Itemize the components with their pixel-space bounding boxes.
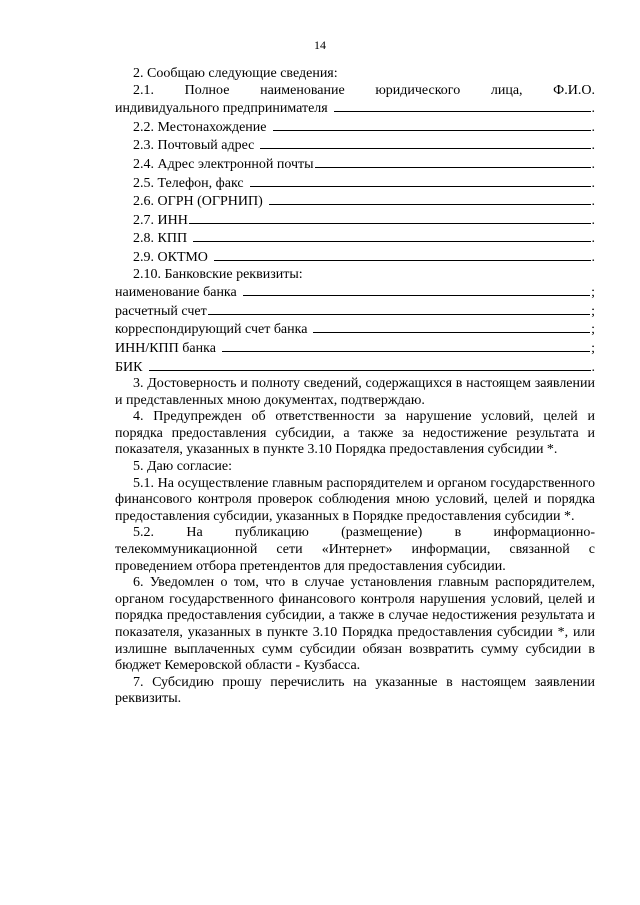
item-2-1-word: 2.1. xyxy=(133,82,154,98)
field-account: расчетный счет ; xyxy=(115,303,595,319)
document-body xyxy=(115,66,595,708)
item-5-2-word: На xyxy=(186,525,203,541)
fill-line[interactable] xyxy=(222,339,590,352)
fill-line[interactable] xyxy=(334,99,591,112)
fill-line[interactable] xyxy=(189,211,591,224)
item-5-2-word: публикацию xyxy=(234,525,309,541)
field-label: 2.9. ОКТМО xyxy=(133,249,208,265)
field-label: 2.4. Адрес электронной почты xyxy=(133,156,314,172)
field-label: наименование банка xyxy=(115,285,237,301)
field-bank-inn-kpp: ИНН/КПП банка ; xyxy=(115,340,595,356)
field-kpp: 2.8. КПП . xyxy=(133,231,595,247)
fill-line[interactable] xyxy=(260,136,590,149)
field-label: 2.8. КПП xyxy=(133,231,188,247)
field-email: 2.4. Адрес электронной почты . xyxy=(133,156,595,172)
field-location: 2.2. Местонахождение . xyxy=(133,119,595,135)
field-label: ИНН/КПП банка xyxy=(115,340,216,356)
fill-line[interactable] xyxy=(269,192,591,205)
item-4-paragraph: 4. Предупрежден об ответственности за нарушение условий, целей и порядка предоставления субсидии, а также за недостижение результата и показателя, указанных в пункте 3.10 Порядка предоставления субсидии *. xyxy=(115,409,595,458)
field-label: индивидуального предпринимателя xyxy=(115,101,328,117)
field-label: корреспондирующий счет банка xyxy=(115,322,308,338)
item-5-heading: 5. Даю согласие: xyxy=(133,459,232,475)
page-number: 14 xyxy=(314,38,326,52)
field-bank-name: наименование банка ; xyxy=(115,285,595,301)
field-phone-fax: 2.5. Телефон, факс . xyxy=(133,175,595,191)
item-2-1-word: юридического xyxy=(375,82,461,98)
field-label: 2.5. Телефон, факс xyxy=(133,175,244,191)
item-5-2-word: информационно- xyxy=(493,525,595,541)
field-label: 2.7. ИНН xyxy=(133,212,188,228)
item-5-2-rest: телекоммуникационной сети «Интернет» информации, связанной с проведением отбора претендентов для предоставления субсидии. xyxy=(115,542,595,574)
field-oktmo: 2.9. ОКТМО . xyxy=(133,249,595,265)
item-2-1-word: лица, xyxy=(490,82,523,98)
item-2-1-word: наименование xyxy=(260,82,345,98)
item-2-1-word: Ф.И.О. xyxy=(553,82,595,98)
fill-line[interactable] xyxy=(208,302,590,315)
section-2-heading: 2. Сообщаю следующие сведения: xyxy=(133,66,338,81)
item-5-2-word: 5.2. xyxy=(133,525,154,541)
item-5-2-line1 xyxy=(115,525,595,542)
fill-line[interactable] xyxy=(149,358,591,371)
field-corr-account: корреспондирующий счет банка ; xyxy=(115,322,595,338)
item-5-2-word: в xyxy=(454,525,462,541)
field-label: 2.2. Местонахождение xyxy=(133,119,267,135)
bank-details-heading: 2.10. Банковские реквизиты: xyxy=(133,266,303,282)
field-inn: 2.7. ИНН . xyxy=(133,212,595,228)
field-label: БИК xyxy=(115,359,143,375)
field-ogrn: 2.6. ОГРН (ОГРНИП) . xyxy=(133,194,595,210)
item-2-1-line2: индивидуального предпринимателя . xyxy=(115,101,595,117)
item-7-paragraph: 7. Субсидию прошу перечислить на указанные в настоящем заявлении реквизиты. xyxy=(115,674,595,707)
fill-line[interactable] xyxy=(313,320,590,333)
item-3-paragraph: 3. Достоверность и полноту сведений, содержащихся в настоящем заявлении и представленных мною документах, подтверждаю. xyxy=(115,376,595,408)
fill-line[interactable] xyxy=(243,283,590,296)
field-bik: БИК . xyxy=(115,359,595,375)
field-label: 2.3. Почтовый адрес xyxy=(133,138,255,154)
item-6-paragraph: 6. Уведомлен о том, что в случае установления главным распорядителем, органом государственного финансового контроля нарушения условий, целей и порядка предоставления субсидии, а также в случае недостижения результата и показателя, указанных в пункте 3.10 Порядка предоставления субсидии *, или излишне выплаченных сумм субсидии обязан возвратить сумму субсидии в бюджет Кемеровской области - Кузбасса. xyxy=(115,575,595,674)
item-2-1-word: Полное xyxy=(184,82,230,98)
item-2-1-line1 xyxy=(115,83,595,100)
field-postal-address: 2.3. Почтовый адрес . xyxy=(133,138,595,154)
field-label: 2.6. ОГРН (ОГРНИП) xyxy=(133,194,263,210)
fill-line[interactable] xyxy=(193,229,590,242)
fill-line[interactable] xyxy=(273,118,591,131)
item-5-2-word: (размещение) xyxy=(341,525,423,541)
fill-line[interactable] xyxy=(315,155,591,168)
item-5-1-paragraph: 5.1. На осуществление главным распорядителем и органом государственного финансового контроля проверок соблюдения мною условий, целей и порядка предоставления субсидии, указанных в Порядке предоставления субсидии *. xyxy=(115,475,595,524)
fill-line[interactable] xyxy=(214,248,591,261)
fill-line[interactable] xyxy=(250,174,591,187)
field-label: расчетный счет xyxy=(115,303,207,319)
